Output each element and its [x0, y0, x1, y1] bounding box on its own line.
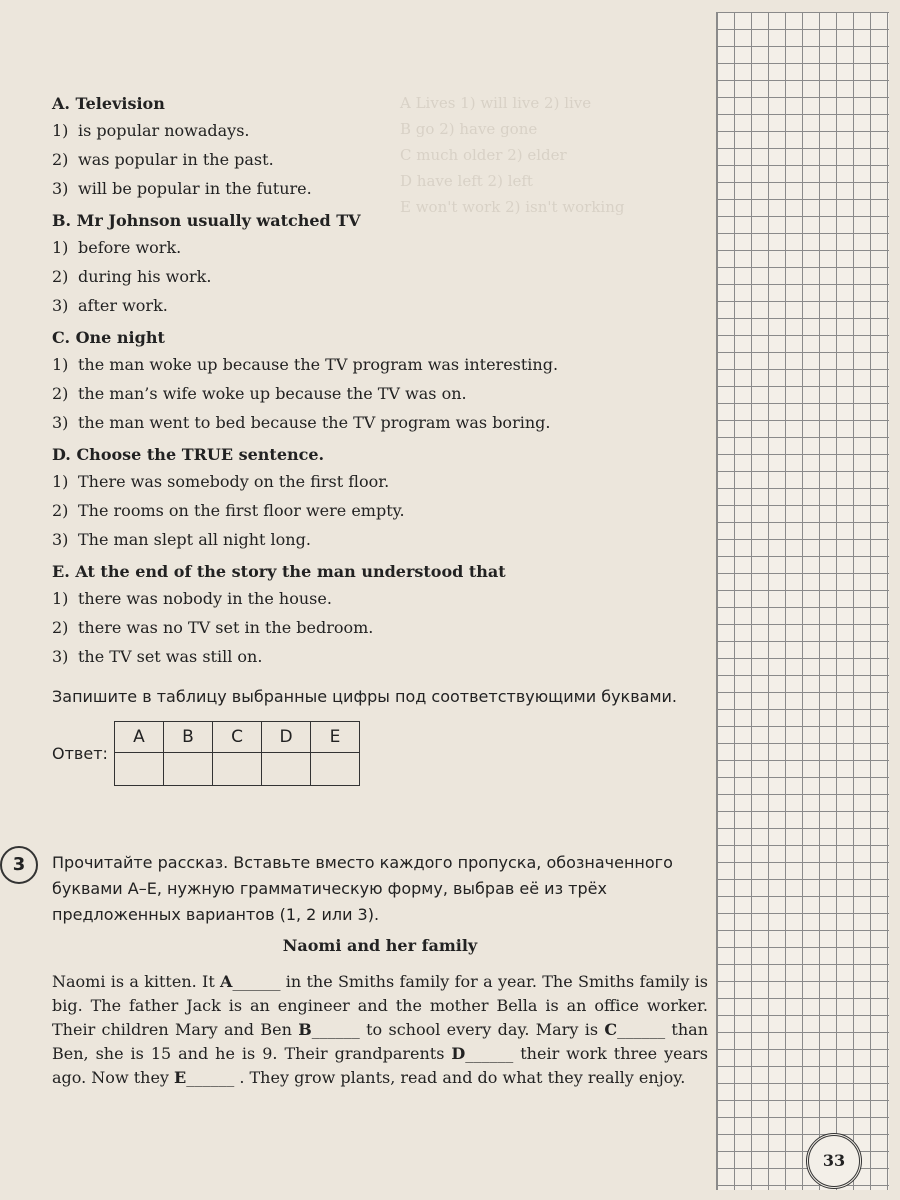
option-text: the man woke up because the TV program was interesting. — [78, 355, 559, 374]
option-number: 1) — [52, 589, 69, 608]
option-number: 3) — [52, 647, 69, 666]
answer-table-inputs — [115, 753, 360, 786]
bleed-through-line: B go 2) have gone — [400, 120, 538, 138]
answer-table — [114, 721, 360, 786]
gap-label-e: E — [174, 1068, 187, 1087]
table-instruction: Запишите в таблицу выбранные цифры под соответствующими буквами. — [52, 687, 677, 706]
answer-cell[interactable] — [311, 753, 360, 786]
gap-label-c: C — [604, 1020, 618, 1039]
answer-option — [52, 262, 712, 291]
answer-option — [52, 233, 712, 262]
gap-label-d: D — [451, 1044, 466, 1063]
story-fragment: Naomi is a kitten. It — [52, 972, 221, 991]
answer-column-letter: D — [262, 722, 311, 753]
answer-cell[interactable] — [213, 753, 262, 786]
story-text — [52, 970, 708, 1090]
story-fragment: ______ to school every day. Mary is — [311, 1020, 605, 1039]
story-title: Naomi and her family — [282, 936, 478, 955]
answer-column-letter: C — [213, 722, 262, 753]
answer-option — [52, 145, 712, 174]
option-number: 2) — [52, 267, 69, 286]
question-title: C. One night — [52, 328, 165, 347]
bleed-through-line: C much older 2) elder — [400, 146, 567, 164]
option-number: 2) — [52, 618, 69, 637]
answer-area — [52, 721, 712, 786]
option-text: The man slept all night long. — [78, 530, 311, 549]
option-number: 2) — [52, 501, 69, 520]
story-fragment: ______ their work three years ago. Now they — [52, 1044, 708, 1087]
answer-option — [52, 379, 712, 408]
answer-option — [52, 174, 712, 203]
story-fragment: ______ than Ben, she is 15 and he is 9. Their grandparents — [52, 1020, 708, 1063]
option-text: after work. — [78, 296, 168, 315]
question-title: E. At the end of the story the man understood that — [52, 562, 506, 581]
question-title: A. Television — [52, 94, 165, 113]
option-text: before work. — [78, 238, 182, 257]
option-number: 2) — [52, 384, 69, 403]
option-text: the man’s wife woke up because the TV was on. — [78, 384, 467, 403]
answer-option — [52, 525, 712, 554]
question-title: D. Choose the TRUE sentence. — [52, 445, 325, 464]
option-text: There was somebody on the first floor. — [78, 472, 390, 491]
answer-cell[interactable] — [262, 753, 311, 786]
story-fragment: ______ . They grow plants, read and do what they really enjoy. — [186, 1068, 686, 1087]
option-number: 3) — [52, 296, 69, 315]
answer-option — [52, 408, 712, 437]
answer-column-letter: E — [311, 722, 360, 753]
questions-section — [52, 92, 712, 786]
option-number: 3) — [52, 530, 69, 549]
option-number: 3) — [52, 413, 69, 432]
option-number: 1) — [52, 472, 69, 491]
task-number-badge: 3 — [0, 846, 38, 884]
answer-cell[interactable] — [115, 753, 164, 786]
bleed-through-line: A Lives 1) will live 2) live — [400, 94, 592, 112]
option-number: 2) — [52, 150, 69, 169]
answer-option — [52, 291, 712, 320]
option-number: 1) — [52, 355, 69, 374]
option-number: 1) — [52, 238, 69, 257]
option-text: the TV set was still on. — [78, 647, 263, 666]
option-text: there was no TV set in the bedroom. — [78, 618, 374, 637]
answer-option — [52, 642, 712, 671]
answer-table-header — [115, 722, 360, 753]
answer-cell[interactable] — [164, 753, 213, 786]
option-text: was popular in the past. — [78, 150, 274, 169]
answer-label: Ответ: — [52, 744, 108, 763]
answer-option — [52, 467, 712, 496]
question-list — [52, 92, 712, 671]
answer-option — [52, 496, 712, 525]
option-text: will be popular in the future. — [78, 179, 312, 198]
option-text: there was nobody in the house. — [78, 589, 332, 608]
page-number: 33 — [806, 1133, 862, 1189]
answer-option — [52, 350, 712, 379]
bleed-through-line: E won't work 2) isn't working — [400, 198, 625, 216]
gap-label-b: B — [298, 1020, 312, 1039]
option-number: 1) — [52, 121, 69, 140]
answer-option — [52, 613, 712, 642]
option-text: the man went to bed because the TV program was boring. — [78, 413, 551, 432]
bleed-through-line: D have left 2) left — [400, 172, 533, 190]
task-3-instruction: Прочитайте рассказ. Вставьте вместо каждого пропуска, обозначенного буквами A–E, нужную грамматическую форму, выбрав её из трёх предложенных вариантов (1, 2 или 3). — [52, 853, 673, 924]
answer-option — [52, 116, 712, 145]
option-text: is popular nowadays. — [78, 121, 250, 140]
grid-margin — [716, 12, 889, 1190]
gap-label-a: A — [220, 972, 233, 991]
answer-column-letter: B — [164, 722, 213, 753]
option-text: during his work. — [78, 267, 212, 286]
question-title: B. Mr Johnson usually watched TV — [52, 211, 361, 230]
answer-option — [52, 584, 712, 613]
option-text: The rooms on the first floor were empty. — [78, 501, 405, 520]
story-fragment: ______ in the Smiths family for a year. The Smiths family is big. The father Jack is an engineer and the mother Bella is an office worker. Their children Mary and Ben — [52, 972, 708, 1039]
answer-column-letter: A — [115, 722, 164, 753]
option-number: 3) — [52, 179, 69, 198]
